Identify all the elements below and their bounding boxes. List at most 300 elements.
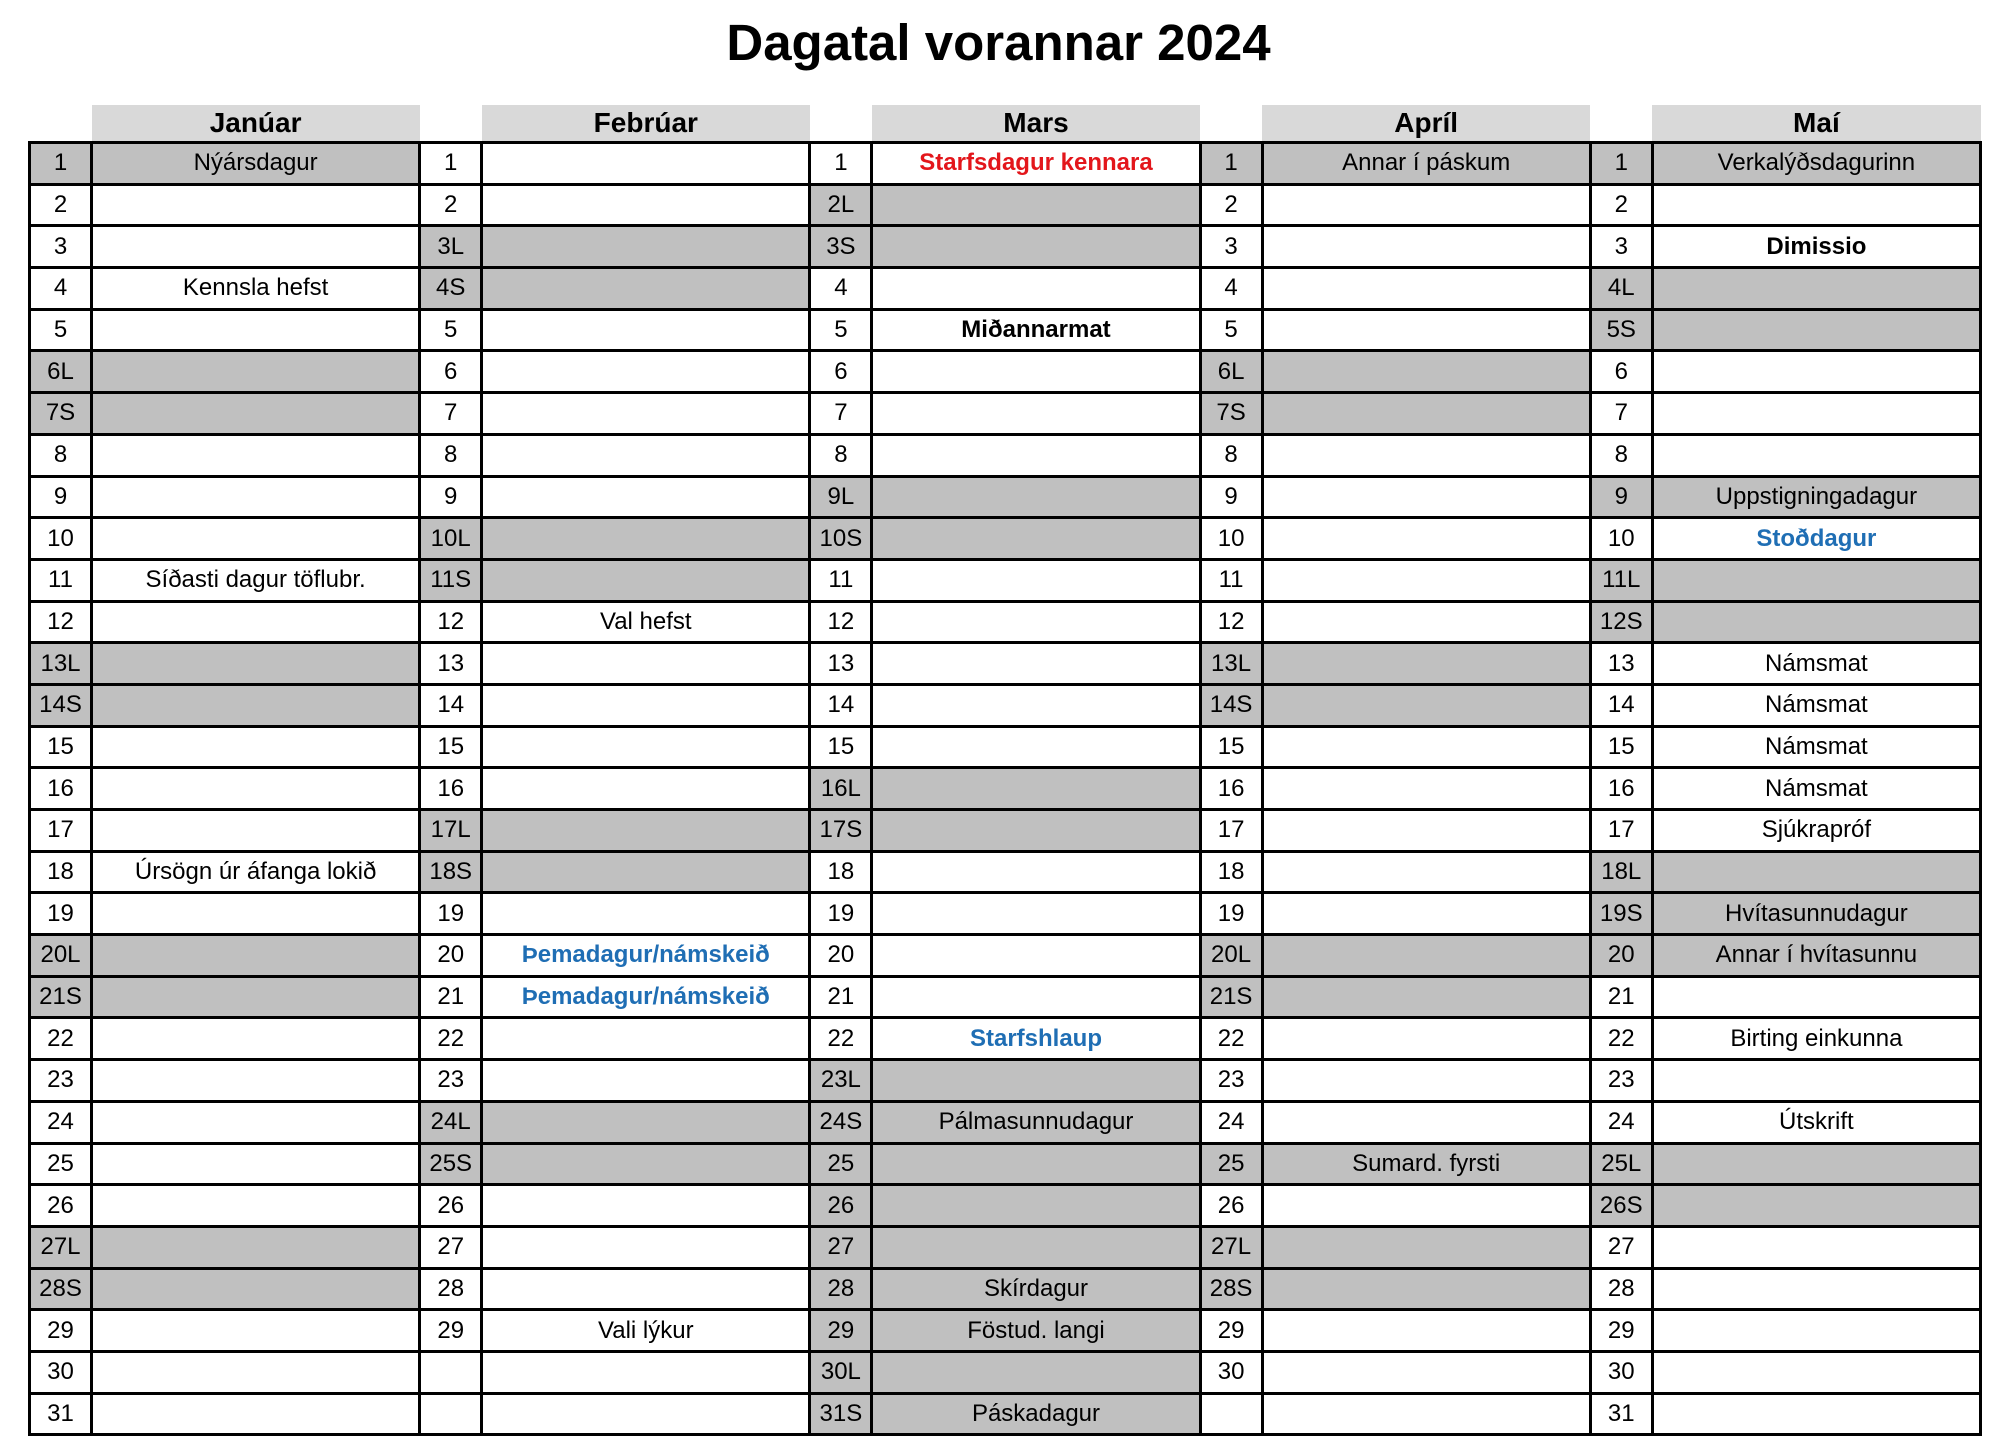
day-event: Pálmasunnudagur — [872, 1101, 1200, 1143]
day-event — [1262, 601, 1590, 643]
day-number: 18 — [1200, 851, 1262, 893]
day-number: 5S — [1590, 309, 1652, 351]
day-number: 22 — [1200, 1018, 1262, 1060]
day-event: Nýársdagur — [92, 143, 420, 185]
day-event — [872, 1143, 1200, 1185]
day-number: 2L — [810, 184, 872, 226]
day-event — [92, 1018, 420, 1060]
day-event — [92, 726, 420, 768]
day-event — [1262, 684, 1590, 726]
day-number: 18 — [810, 851, 872, 893]
day-number: 5 — [30, 309, 92, 351]
day-number: 6L — [30, 351, 92, 393]
day-number — [1200, 1393, 1262, 1435]
day-number: 3 — [1590, 226, 1652, 268]
day-event — [482, 476, 810, 518]
day-event — [872, 726, 1200, 768]
day-number: 27 — [420, 1226, 482, 1268]
day-number: 23 — [30, 1060, 92, 1102]
day-number: 9 — [1200, 476, 1262, 518]
day-row — [30, 1143, 1981, 1185]
day-number: 25L — [1590, 1143, 1652, 1185]
day-number: 4 — [1200, 268, 1262, 310]
day-number: 27 — [1590, 1226, 1652, 1268]
day-event — [872, 1351, 1200, 1393]
day-number: 16 — [30, 768, 92, 810]
day-event: Verkalýðsdagurinn — [1652, 143, 1980, 185]
day-event — [92, 976, 420, 1018]
day-event: Skírdagur — [872, 1268, 1200, 1310]
day-event — [482, 184, 810, 226]
day-number: 13 — [420, 643, 482, 685]
day-event — [1262, 1018, 1590, 1060]
day-number: 7 — [810, 393, 872, 435]
day-event — [1262, 559, 1590, 601]
day-number: 16 — [420, 768, 482, 810]
day-number: 3S — [810, 226, 872, 268]
day-event — [872, 893, 1200, 935]
day-event: Stoðdagur — [1652, 518, 1980, 560]
day-event — [482, 1018, 810, 1060]
day-number: 14 — [810, 684, 872, 726]
day-number: 15 — [1200, 726, 1262, 768]
day-event: Vali lýkur — [482, 1310, 810, 1352]
day-number: 28 — [810, 1268, 872, 1310]
day-event — [1262, 935, 1590, 977]
day-event — [92, 1101, 420, 1143]
day-row — [30, 1018, 1981, 1060]
day-row — [30, 184, 1981, 226]
day-event — [1652, 434, 1980, 476]
day-event — [92, 1393, 420, 1435]
day-event — [1652, 1393, 1980, 1435]
day-event — [482, 1351, 810, 1393]
day-number: 12 — [420, 601, 482, 643]
day-number: 14S — [30, 684, 92, 726]
day-event — [92, 1310, 420, 1352]
day-number: 23 — [420, 1060, 482, 1102]
day-event: Námsmat — [1652, 726, 1980, 768]
day-row — [30, 851, 1981, 893]
day-event — [872, 810, 1200, 852]
day-event — [872, 393, 1200, 435]
day-number: 2 — [30, 184, 92, 226]
day-event — [482, 559, 810, 601]
day-number: 17S — [810, 810, 872, 852]
day-number: 15 — [1590, 726, 1652, 768]
day-number: 29 — [1590, 1310, 1652, 1352]
day-number: 21S — [30, 976, 92, 1018]
day-event — [1262, 1185, 1590, 1227]
month-header: Mars — [872, 105, 1200, 143]
day-event — [92, 393, 420, 435]
day-event — [872, 1226, 1200, 1268]
day-event — [482, 684, 810, 726]
day-number: 2 — [1200, 184, 1262, 226]
day-number: 8 — [1200, 434, 1262, 476]
day-row — [30, 684, 1981, 726]
day-number: 7 — [420, 393, 482, 435]
day-number: 19 — [810, 893, 872, 935]
day-row — [30, 1101, 1981, 1143]
day-event — [1652, 1351, 1980, 1393]
day-number: 20 — [810, 935, 872, 977]
day-event — [482, 893, 810, 935]
day-event — [872, 1060, 1200, 1102]
day-number: 26 — [420, 1185, 482, 1227]
day-event — [1262, 1060, 1590, 1102]
day-event — [482, 726, 810, 768]
day-event — [1262, 643, 1590, 685]
day-number: 14 — [1590, 684, 1652, 726]
day-number: 24S — [810, 1101, 872, 1143]
day-event — [1262, 768, 1590, 810]
day-number: 17L — [420, 810, 482, 852]
day-event — [1652, 393, 1980, 435]
day-number: 9L — [810, 476, 872, 518]
day-number: 10L — [420, 518, 482, 560]
day-row — [30, 601, 1981, 643]
day-event — [872, 851, 1200, 893]
header-spacer — [1200, 105, 1262, 143]
day-event — [92, 768, 420, 810]
day-event — [1262, 226, 1590, 268]
day-event — [92, 810, 420, 852]
day-number: 6L — [1200, 351, 1262, 393]
day-number: 30L — [810, 1351, 872, 1393]
day-number: 15 — [420, 726, 482, 768]
month-header: Janúar — [92, 105, 420, 143]
day-event — [482, 643, 810, 685]
day-event — [92, 434, 420, 476]
day-number: 13L — [1200, 643, 1262, 685]
day-event — [872, 976, 1200, 1018]
day-number: 5 — [1200, 309, 1262, 351]
day-row — [30, 1310, 1981, 1352]
day-event — [1262, 268, 1590, 310]
day-event — [872, 643, 1200, 685]
day-event — [872, 184, 1200, 226]
day-number: 28 — [1590, 1268, 1652, 1310]
page-title: Dagatal vorannar 2024 — [726, 14, 1271, 71]
day-event — [1652, 268, 1980, 310]
day-number: 24L — [420, 1101, 482, 1143]
day-event — [482, 1101, 810, 1143]
day-number: 23L — [810, 1060, 872, 1102]
day-number: 19 — [30, 893, 92, 935]
day-event — [1652, 184, 1980, 226]
day-row — [30, 393, 1981, 435]
day-number: 27 — [810, 1226, 872, 1268]
day-event: Sjúkrapróf — [1652, 810, 1980, 852]
day-number: 20 — [1590, 935, 1652, 977]
day-row — [30, 643, 1981, 685]
day-number: 20 — [420, 935, 482, 977]
day-event — [1262, 726, 1590, 768]
day-event: Sumard. fyrsti — [1262, 1143, 1590, 1185]
day-number: 29 — [30, 1310, 92, 1352]
day-event — [92, 893, 420, 935]
day-number: 20L — [30, 935, 92, 977]
day-number: 1 — [30, 143, 92, 185]
day-event — [482, 1393, 810, 1435]
day-event: Námsmat — [1652, 684, 1980, 726]
day-row — [30, 143, 1981, 185]
day-event — [872, 226, 1200, 268]
day-event — [1262, 1101, 1590, 1143]
month-header-row — [30, 105, 1981, 143]
day-number: 11S — [420, 559, 482, 601]
day-event: Annar í hvítasunnu — [1652, 935, 1980, 977]
day-event: Þemadagur/námskeið — [482, 976, 810, 1018]
day-event — [92, 1143, 420, 1185]
day-number: 18 — [30, 851, 92, 893]
day-event: Dimissio — [1652, 226, 1980, 268]
day-number: 28S — [30, 1268, 92, 1310]
day-event — [1262, 1310, 1590, 1352]
day-row — [30, 476, 1981, 518]
day-number: 6 — [1590, 351, 1652, 393]
day-number: 19 — [1200, 893, 1262, 935]
day-number: 6 — [420, 351, 482, 393]
day-event — [1652, 851, 1980, 893]
day-number: 14 — [420, 684, 482, 726]
day-number: 30 — [1590, 1351, 1652, 1393]
day-number: 15 — [30, 726, 92, 768]
day-row — [30, 1268, 1981, 1310]
day-number: 12 — [30, 601, 92, 643]
day-number: 15 — [810, 726, 872, 768]
day-event — [482, 1060, 810, 1102]
day-event — [482, 1143, 810, 1185]
day-number: 31 — [30, 1393, 92, 1435]
day-number: 27L — [1200, 1226, 1262, 1268]
day-number: 26 — [810, 1185, 872, 1227]
day-event: Hvítasunnudagur — [1652, 893, 1980, 935]
day-row — [30, 268, 1981, 310]
day-event — [872, 601, 1200, 643]
day-event — [92, 601, 420, 643]
day-number: 29 — [810, 1310, 872, 1352]
day-number: 5 — [420, 309, 482, 351]
day-event — [872, 684, 1200, 726]
day-number: 6 — [810, 351, 872, 393]
day-event — [92, 226, 420, 268]
day-number: 22 — [420, 1018, 482, 1060]
day-event — [482, 309, 810, 351]
day-event — [92, 1268, 420, 1310]
day-number: 9 — [1590, 476, 1652, 518]
day-row — [30, 434, 1981, 476]
day-event — [92, 1185, 420, 1227]
day-event — [92, 643, 420, 685]
day-event — [92, 684, 420, 726]
day-number: 13L — [30, 643, 92, 685]
day-row — [30, 1226, 1981, 1268]
day-row — [30, 768, 1981, 810]
day-event: Annar í páskum — [1262, 143, 1590, 185]
day-number: 10S — [810, 518, 872, 560]
day-event — [1652, 976, 1980, 1018]
day-event — [92, 309, 420, 351]
day-number: 20L — [1200, 935, 1262, 977]
day-event — [482, 518, 810, 560]
day-number: 22 — [1590, 1018, 1652, 1060]
day-event — [1262, 393, 1590, 435]
day-event — [482, 1268, 810, 1310]
day-event — [872, 768, 1200, 810]
day-event — [92, 1351, 420, 1393]
day-event — [482, 810, 810, 852]
day-event — [1262, 1268, 1590, 1310]
day-number: 4 — [810, 268, 872, 310]
day-event — [482, 1185, 810, 1227]
day-number: 5 — [810, 309, 872, 351]
month-header: Maí — [1652, 105, 1980, 143]
day-number: 12 — [810, 601, 872, 643]
day-number: 10 — [1590, 518, 1652, 560]
day-number: 30 — [30, 1351, 92, 1393]
day-number: 17 — [1590, 810, 1652, 852]
day-number: 9 — [420, 476, 482, 518]
day-event — [92, 351, 420, 393]
day-number: 11L — [1590, 559, 1652, 601]
day-number: 22 — [810, 1018, 872, 1060]
day-number: 29 — [420, 1310, 482, 1352]
day-row — [30, 1185, 1981, 1227]
day-event — [1652, 309, 1980, 351]
day-number: 11 — [810, 559, 872, 601]
day-event — [1262, 1226, 1590, 1268]
day-number: 4S — [420, 268, 482, 310]
day-number: 8 — [810, 434, 872, 476]
day-event — [1262, 434, 1590, 476]
day-number: 1 — [1200, 143, 1262, 185]
day-row — [30, 518, 1981, 560]
day-event — [1652, 1268, 1980, 1310]
day-number: 23 — [1200, 1060, 1262, 1102]
day-number: 26 — [30, 1185, 92, 1227]
day-number: 19 — [420, 893, 482, 935]
day-row — [30, 1393, 1981, 1435]
day-event — [1652, 1060, 1980, 1102]
day-number: 26S — [1590, 1185, 1652, 1227]
day-event — [1262, 1351, 1590, 1393]
day-number: 2 — [420, 184, 482, 226]
day-row — [30, 226, 1981, 268]
day-number: 21 — [420, 976, 482, 1018]
day-number: 19S — [1590, 893, 1652, 935]
day-event: Uppstigningadagur — [1652, 476, 1980, 518]
day-event — [1262, 1393, 1590, 1435]
day-event — [92, 518, 420, 560]
day-event — [1652, 1310, 1980, 1352]
day-number: 25 — [1200, 1143, 1262, 1185]
day-number: 21 — [1590, 976, 1652, 1018]
day-event: Útskrift — [1652, 1101, 1980, 1143]
day-event — [872, 1185, 1200, 1227]
header-spacer — [30, 105, 92, 143]
day-number: 16L — [810, 768, 872, 810]
day-event — [92, 1060, 420, 1102]
day-event — [1262, 810, 1590, 852]
day-event — [1652, 601, 1980, 643]
day-number: 1 — [420, 143, 482, 185]
day-event — [482, 143, 810, 185]
day-number: 11 — [1200, 559, 1262, 601]
day-number: 23 — [1590, 1060, 1652, 1102]
day-event — [1262, 893, 1590, 935]
day-number: 3 — [1200, 226, 1262, 268]
day-event — [1262, 851, 1590, 893]
day-number: 31S — [810, 1393, 872, 1435]
day-event — [92, 1226, 420, 1268]
day-event: Úrsögn úr áfanga lokið — [92, 851, 420, 893]
day-number: 3 — [30, 226, 92, 268]
day-number: 4 — [30, 268, 92, 310]
day-event — [1262, 351, 1590, 393]
day-event: Starfshlaup — [872, 1018, 1200, 1060]
day-number — [420, 1393, 482, 1435]
day-number: 1 — [810, 143, 872, 185]
day-event — [482, 393, 810, 435]
day-number: 4L — [1590, 268, 1652, 310]
header-spacer — [1590, 105, 1652, 143]
day-event — [482, 226, 810, 268]
day-event — [872, 434, 1200, 476]
day-row — [30, 309, 1981, 351]
day-number: 28S — [1200, 1268, 1262, 1310]
day-event — [1652, 559, 1980, 601]
day-event: Birting einkunna — [1652, 1018, 1980, 1060]
day-event: Val hefst — [482, 601, 810, 643]
day-number: 30 — [1200, 1351, 1262, 1393]
day-event — [872, 935, 1200, 977]
day-number: 18S — [420, 851, 482, 893]
header-spacer — [810, 105, 872, 143]
day-number: 3L — [420, 226, 482, 268]
day-number: 1 — [1590, 143, 1652, 185]
day-number: 25 — [810, 1143, 872, 1185]
day-row — [30, 1060, 1981, 1102]
day-event — [1652, 1143, 1980, 1185]
day-number: 26 — [1200, 1185, 1262, 1227]
day-event: Námsmat — [1652, 643, 1980, 685]
day-number: 8 — [30, 434, 92, 476]
day-number: 13 — [1590, 643, 1652, 685]
day-row — [30, 893, 1981, 935]
day-event — [1262, 976, 1590, 1018]
day-number: 14S — [1200, 684, 1262, 726]
header-spacer — [420, 105, 482, 143]
day-number: 10 — [1200, 518, 1262, 560]
day-number: 17 — [30, 810, 92, 852]
day-event: Síðasti dagur töflubr. — [92, 559, 420, 601]
day-number: 7S — [30, 393, 92, 435]
day-event — [92, 184, 420, 226]
day-number: 7 — [1590, 393, 1652, 435]
day-event — [872, 559, 1200, 601]
day-number: 25 — [30, 1143, 92, 1185]
day-number: 22 — [30, 1018, 92, 1060]
day-event — [1262, 309, 1590, 351]
day-number: 24 — [1200, 1101, 1262, 1143]
day-row — [30, 976, 1981, 1018]
day-number: 10 — [30, 518, 92, 560]
day-event — [482, 268, 810, 310]
day-event — [872, 268, 1200, 310]
day-event — [872, 351, 1200, 393]
